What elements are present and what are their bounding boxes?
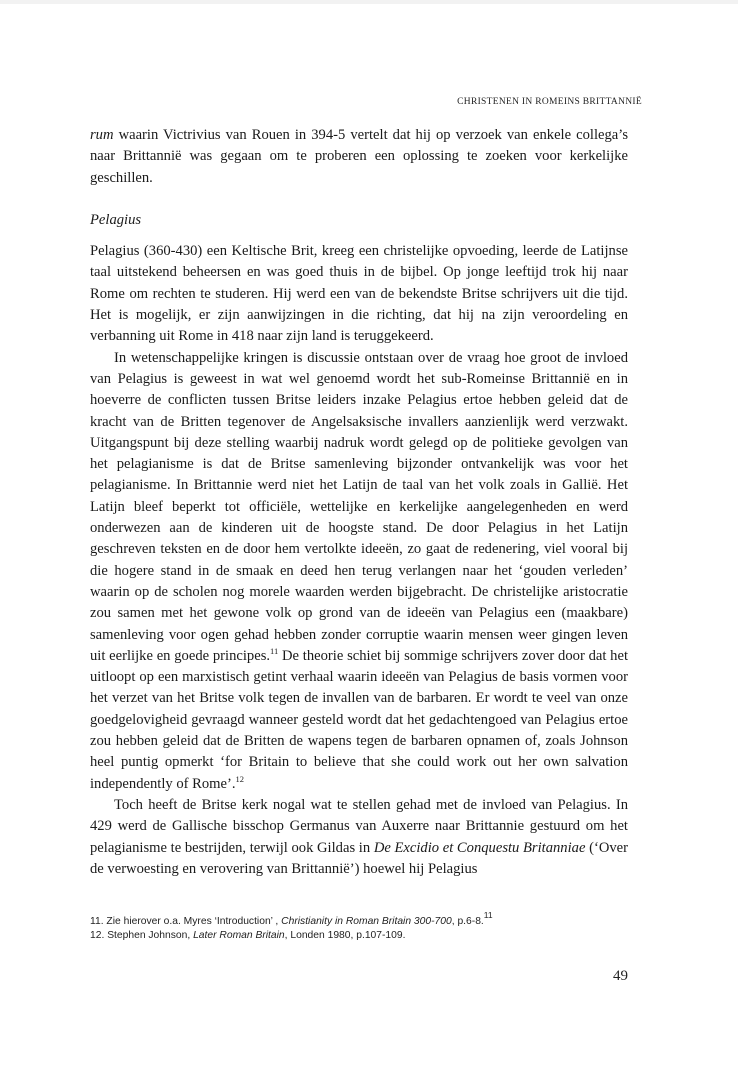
paragraph-text: Toch heeft de Britse kerk nogal wat te stellen gehad met de invloed van Pelagius. In 429 werd de Gallische bisschop Germanus van Auxerre naar Brittannie gestuurd om het pelagianisme te bestrijden, terwijl ook Gildas in	[90, 796, 628, 856]
footnote-text: , Londen 1980, p.107-109.	[284, 930, 406, 941]
paragraph-text: In wetenschappelijke kringen is discussie ontstaan over de vraag hoe groot de invloed van Pelagius is geweest in wat wel genoemd wordt het sub-Romeinse Brittannië en in hoeverre de conflicten tussen Britse leiders inzake Pelagius ertoe hebben geleid dat de kracht van de Britten tegenover de Angelsaksische invallers aanzienlijk werd verzwakt. Uitgangspunt bij deze stelling waarbij nadruk wordt gelegd op de politieke gevolgen van het pelagianisme is dat de Britse samenleving bijzonder ontvankelijk was voor het pelagianisme. In Brittannie werd niet het Latijn de taal van het volk zoals in Gallië. Het Latijn bleef beperkt tot officiële, wettelijke en kerkelijke aangelegenheden en werd onderwezen aan de kinderen uit de hoogste stand. De door Pelagius in het Latijn geschreven teksten en de door hem vertolkte ideeën, zo gaat de redenering, viel vooral bij die hogere stand in de smaak en deed hen terug verlangen naar het ‘gouden verleden’ waarin op de scholen nog morele waarden werden bijgebracht. De christelijke aristocratie zou samen met het gewone volk op grond van de ideeën van Pelagius een (maakbare) samenleving voor ogen gehad hebben zonder corruptie waarin mensen weer gingen leven uit eerlijke en goede principes.	[90, 349, 628, 664]
italic-word: rum	[90, 127, 114, 143]
footnotes	[90, 910, 628, 943]
footnote-number: 12.	[90, 930, 105, 941]
footnote-number: 11.	[90, 916, 104, 927]
paragraph-pelagius-intro: Pelagius (360-430) een Keltische Brit, kreeg een christelijke opvoeding, leerde de Latijnse taal uitstekend beheersen en was goed thuis in de bijbel. Op jonge leeftijd trok hij naar Rome om rechten te studeren. Hij werd een van de bekendste Britse schrijvers uit die tijd. Het is mogelijk, er zijn aanwijzingen in die richting, dat hij na zijn veroordeling en verbanning uit Rome in 418 naar zijn land is teruggekeerd.	[90, 243, 628, 345]
footnote-11	[90, 910, 628, 929]
footnote-superscript: 11	[483, 910, 493, 920]
paragraph-text: De theorie schiet bij sommige schrijvers zover door dat het uitloopt op een marxistisch getint verhaal waarin ideeën van Pelagius de basis vormen voor het verzet van het Britse volk tegen de invallen van de barbaren. Er wordt te veel van onze goedgelovigheid gevraagd wanneer gesteld wordt dat het gedachtengoed van Pelagius ertoe zou hebben geleid dat de Britten de wapens tegen de barbaren opnamen of, zoals Johnson heel puntig opmerkt ‘for Britain to believe that she could work out her own salvation independently of Rome’.	[90, 647, 629, 792]
footnote-ref-11[interactable]: 11	[270, 645, 279, 656]
paragraph-text: waarin Victrivius van Rouen in 394-5 vertelt dat hij op verzoek van enkele collega’s naar Brittannië was gegaan om te proberen een oplossing te zoeken voor kerkelijke geschillen.	[90, 127, 628, 186]
footnote-italic-title: Christianity in Roman Britain 300-700	[281, 916, 452, 927]
running-head: CHRISTENEN IN ROMEINS BRITTANNIË	[457, 97, 642, 107]
footnote-ref-12[interactable]: 12	[235, 773, 244, 784]
footnote-text: Stephen Johnson,	[104, 930, 194, 941]
italic-title: De Excidio et Conquestu Britanniae	[373, 839, 586, 856]
main-text	[90, 125, 628, 880]
paragraph-discussion	[90, 348, 628, 795]
page-top-edge	[0, 0, 738, 4]
paragraph-british-church	[90, 795, 628, 880]
paragraph-text: (‘Over de verwoesting en verovering van Brittannië’) hoewel hij Pelagius	[90, 839, 628, 877]
paragraph-continued	[90, 125, 628, 189]
footnote-12	[90, 929, 628, 943]
section-heading-pelagius: Pelagius	[90, 211, 142, 228]
page-number: 49	[613, 968, 628, 984]
footnote-text: , p.6-8.	[451, 916, 484, 927]
footnote-italic-title: Later Roman Britain	[193, 930, 285, 941]
footnote-text: Zie hierover o.a. Myres ‘Introduction’ ,	[103, 916, 282, 927]
